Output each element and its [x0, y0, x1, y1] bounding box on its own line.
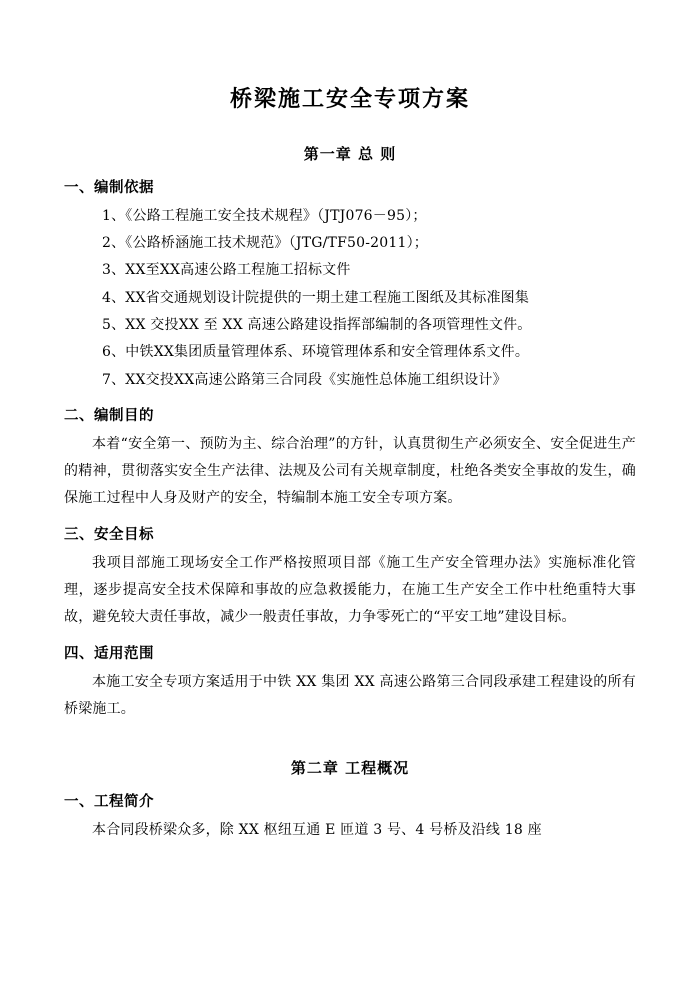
section-compilation-purpose: [64, 404, 636, 513]
section-heading: 四、适用范围: [64, 644, 154, 662]
section-safety-goals: [64, 523, 636, 632]
section-compilation-basis: [64, 176, 636, 394]
chapter-section: [64, 143, 636, 723]
section-heading: 一、工程简介: [64, 793, 154, 811]
chapter-heading: 第一章 总 则: [303, 144, 397, 163]
list-item: 5、XX 交投XX 至 XX 高速公路建设指挥部编制的各项管理性文件。: [102, 316, 532, 333]
section-heading: 二、编制目的: [64, 406, 154, 424]
page-title: 桥梁施工安全专项方案: [229, 86, 470, 112]
section-scope-of-application: [64, 642, 636, 724]
paragraph: 本合同段桥梁众多，除 XX 枢纽互通 E 匝道 3 号、4 号桥及沿线 18 座: [92, 822, 542, 839]
list-item: 6、中铁XX集团质量管理体系、环境管理体系和安全管理体系文件。: [102, 344, 530, 361]
list-item: 3、XX至XX高速公路工程施工招标文件: [102, 262, 351, 279]
paragraph: 本着“安全第一、预防为主、综合治理”的方针，认真贯彻生产必须安全、安全促进生产的精神，贯彻落实安全生产法律、法规及公司有关规章制度，杜绝各类安全事故的发生，确保施工过程中人身及财产的安全，特编制本施工安全专项方案。: [64, 435, 636, 507]
list-item: 2、《公路桥涵施工技术规范》（JTG/TF50-2011）；: [102, 235, 428, 252]
paragraph-container: [64, 431, 636, 513]
list-item: 1、《公路工程施工安全技术规程》（JTJ076－95）；: [102, 207, 427, 224]
section-heading: 一、编制依据: [64, 178, 154, 196]
chapter-section: [64, 757, 636, 844]
list-container: [64, 203, 636, 394]
paragraph-container: [64, 817, 636, 844]
paragraph: 本施工安全专项方案适用于中铁 XX 集团 XX 高速公路第三合同段承建工程建设的所有桥梁施工。: [64, 673, 636, 717]
section-heading: 三、安全目标: [64, 525, 154, 543]
list-item: 7、XX交投XX高速公路第三合同段《实施性总体施工组织设计》: [102, 371, 507, 388]
list-item: 4、XX省交通规划设计院提供的一期土建工程施工图纸及其标准图集: [102, 289, 530, 306]
paragraph-container: [64, 550, 636, 632]
paragraph: 我项目部施工现场安全工作严格按照项目部《施工生产安全管理办法》实施标准化管理，逐步提高安全技术保障和事故的应急救援能力，在施工生产安全工作中杜绝重特大事故，避免较大责任事故，减少一般责任事故，力争零死亡的“平安工地”建设目标。: [64, 554, 636, 626]
paragraph-container: [64, 669, 636, 724]
section-project-introduction: [64, 790, 636, 844]
chapter-heading: 第二章 工程概况: [290, 759, 410, 778]
